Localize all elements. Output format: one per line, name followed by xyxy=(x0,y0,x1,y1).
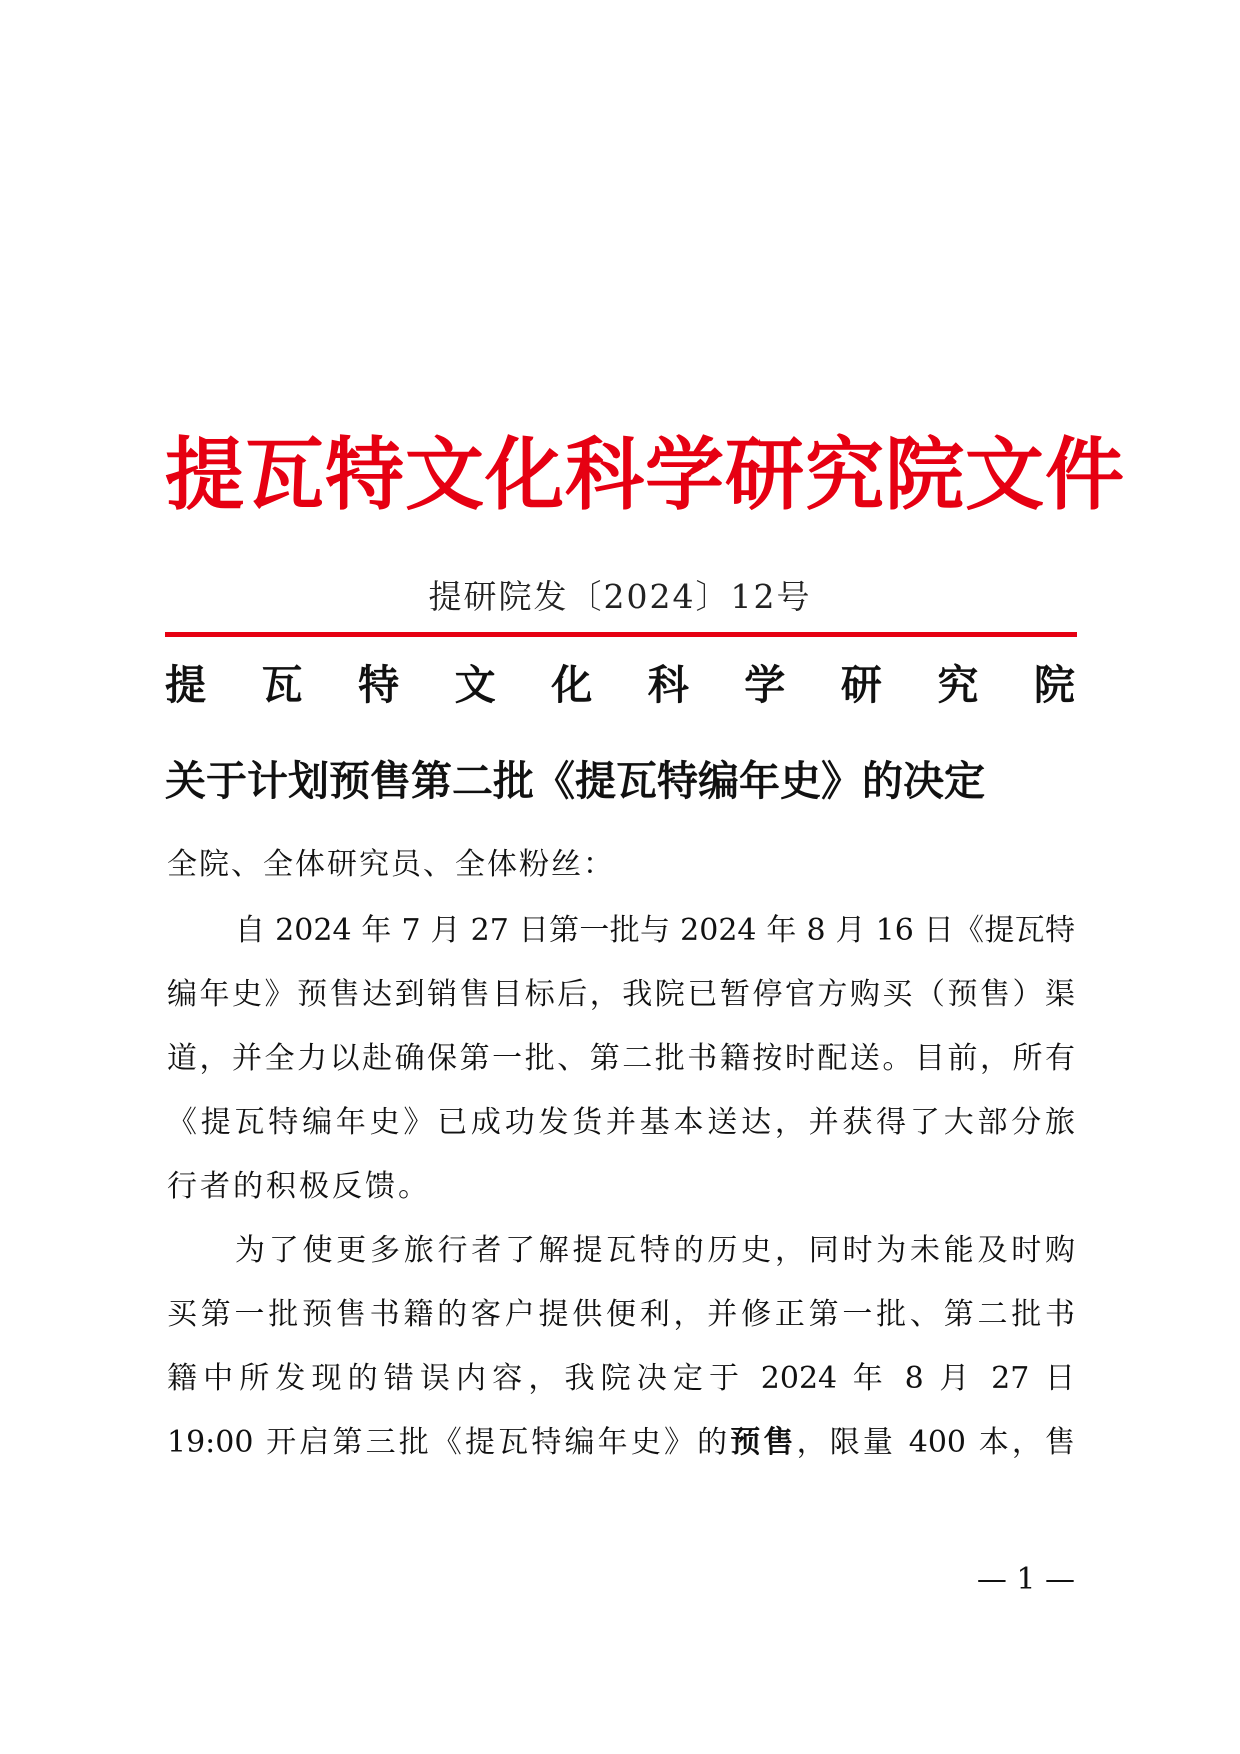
page-number: — 1 — xyxy=(976,1562,1075,1597)
title-char: 瓦 xyxy=(261,661,303,709)
title-char: 提 xyxy=(165,661,206,709)
title-char: 院 xyxy=(1033,661,1075,709)
paragraph-1-line: 编年史》预售达到销售目标后，我院已暂停官方购买（预售）渠 xyxy=(167,977,1075,1012)
salutation: 全院、全体研究员、全体粉丝： xyxy=(167,847,615,882)
title-char: 研 xyxy=(840,661,882,709)
notice-title-line-1 xyxy=(165,650,1075,720)
title-char: 科 xyxy=(647,661,689,709)
red-divider-line xyxy=(165,632,1077,637)
title-char: 学 xyxy=(744,661,786,709)
document-masthead: 提瓦特文化科学研究院文件 xyxy=(165,428,1125,521)
paragraph-2-line: 为了使更多旅行者了解提瓦特的历史，同时为未能及时购 xyxy=(235,1233,1075,1268)
line-text: ，限量 400 本，售 xyxy=(796,1425,1075,1460)
paragraph-1-line: 自 2024 年 7 月 27 日第一批与 2024 年 8 月 16 日《提瓦特 xyxy=(235,913,1075,948)
notice-title-line-2: 关于计划预售第二批《提瓦特编年史》的决定 xyxy=(165,757,985,805)
paragraph-2-line: 籍中所发现的错误内容，我院决定于 2024 年 8 月 27 日 xyxy=(167,1361,1075,1396)
paragraph-1-line: 行者的积极反馈。 xyxy=(167,1169,431,1204)
paragraph-1-line: 道，并全力以赴确保第一批、第二批书籍按时配送。目前，所有 xyxy=(167,1041,1075,1076)
line-text: 19:00 开启第三批《提瓦特编年史》的 xyxy=(167,1425,731,1460)
title-char: 化 xyxy=(551,661,593,709)
paragraph-1-line: 《提瓦特编年史》已成功发货并基本送达，并获得了大部分旅 xyxy=(167,1105,1075,1140)
title-char: 文 xyxy=(454,661,496,709)
document-number: 提研院发〔2024〕12号 xyxy=(428,577,812,616)
title-char: 究 xyxy=(937,661,979,709)
bold-text-presale: 预售 xyxy=(730,1425,797,1460)
paragraph-2-line xyxy=(167,1418,1075,1468)
title-char: 特 xyxy=(358,661,400,709)
paragraph-2-line: 买第一批预售书籍的客户提供便利，并修正第一批、第二批书 xyxy=(167,1297,1075,1332)
